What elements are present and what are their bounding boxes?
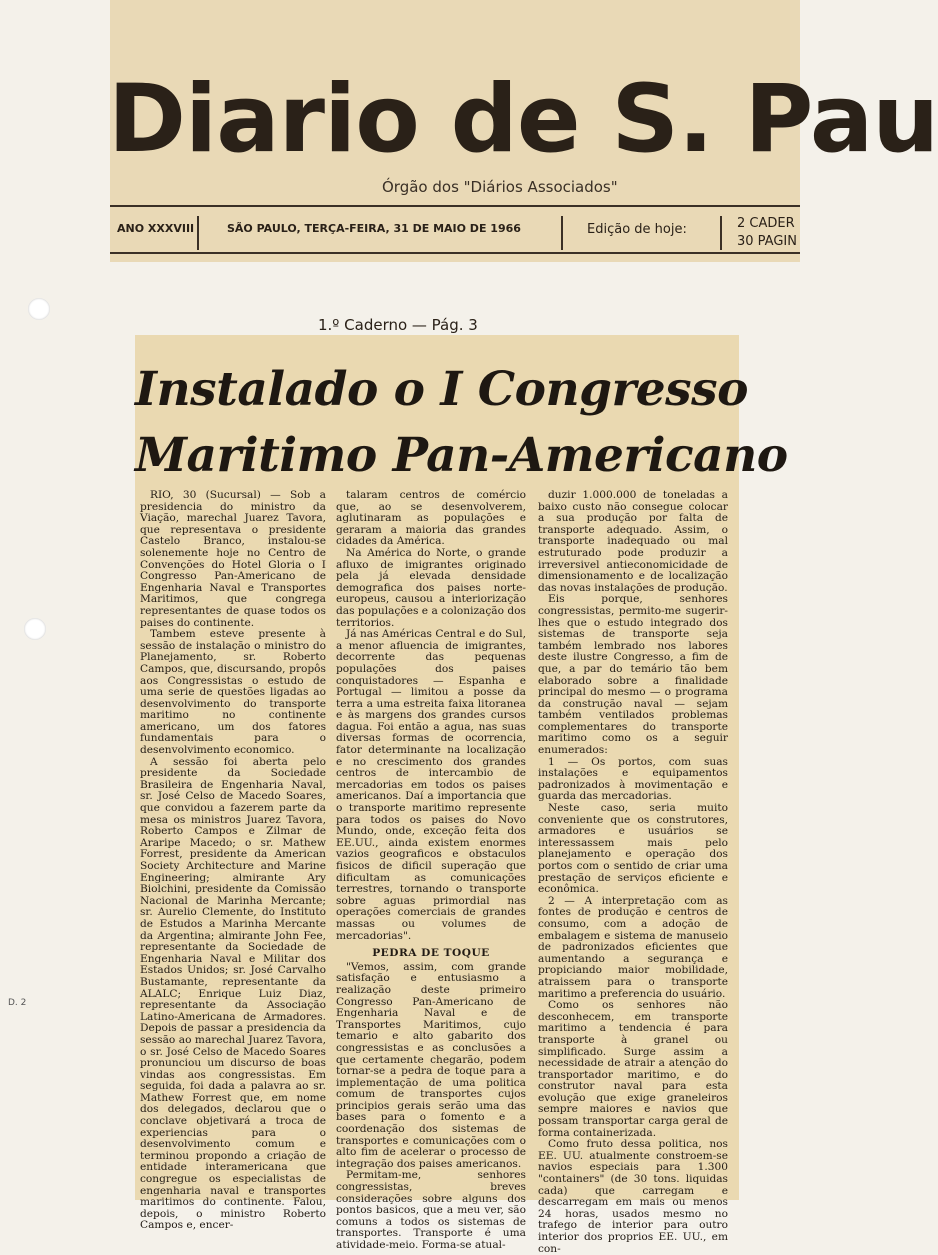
edition-line-2: 30 PAGIN: [737, 234, 797, 249]
paragraph: 2 — A interpretação com as fontes de produção e centros de consumo, com a adoção de embalagem e sistema de manuseio de padronizados eficientes que aumentando a segurança e propiciando maior mobilidade, atraissem para o transporte maritimo a preferencia do usuário.: [538, 894, 728, 1000]
paragraph: Na América do Norte, o grande afluxo de imigrantes originado pela já elevada densidade demografica dos paises norte-europeus, causou a interiorização das populações e a colonização dos territorios.: [336, 546, 526, 629]
paragraph: talaram centros de comércio que, ao se desenvolverem, aglutinaram as populações e geraram a maioria das grandes cidades da América.: [336, 489, 526, 548]
dateline-bar: [115, 214, 800, 252]
dateline-divider: [197, 216, 199, 250]
masthead-title: Diario de S. Pau: [108, 65, 938, 174]
paragraph: RIO, 30 (Sucursal) — Sob a presidencia do ministro da Viação, marechal Juarez Tavora, que representava o presidente Castelo Branco, instalou-se solenemente hoje no Centro de Convenções do Hotel Gloria o I Congresso Pan-Americano de Engenharia Naval e Transportes Maritimos, que congrega representantes de quase todos os paises do continente.: [140, 489, 326, 629]
binder-hole: [24, 618, 46, 640]
article-column-1: [140, 489, 326, 1232]
paragraph: Como os senhores não desconhecem, em transporte maritimo a tendencia é para transporte à granel ou simplificado. Surge assim a necessidade de atrair a atenção do transportador maritimo, e do construtor naval para esta evolução que exige graneleiros sempre maiores e navios que possam transportar carga geral de forma containerizada.: [538, 999, 728, 1139]
dateline-divider: [561, 216, 563, 250]
headline-line-2: Maritimo Pan-Americano: [135, 428, 788, 483]
article-column-2: [336, 489, 526, 1251]
paragraph: Como fruto dessa politica, nos EE. UU. atualmente constroem-se navios especiais para 1.300 "containers" (de 30 tons. liquidas cada) que carregam e descarregam em mais ou menos 24 horas, usados mesmo no trafego de interior para outro interior dos proprios EE. UU., em con-: [538, 1138, 728, 1255]
paragraph: duzir 1.000.000 de toneladas a baixo custo não consegue colocar a sua produção por falta de transporte adequado. Assim, o transporte inadequado ou mal estruturado pode produzir a irreversivel antieconomicidade de dimensionamento e de localização das novas instalações de produção.: [538, 489, 728, 594]
paragraph: Já nas Américas Central e do Sul, a menor afluencia de imigrantes, decorrente das pequenas populações dos paises conquistadores — Espanha e Portugal — limitou a posse da terra a uma estreita faixa litoranea e às margens dos grandes cursos dagua. Foi então a agua, nas suas diversas formas de ocorrencia, fator determinante na localização e no crescimento dos grandes centros de intercambio de mercadorias em todos os paises americanos. Daí a importancia que o transporte maritimo represente para todos os paises do Novo Mundo, onde, exceção feita dos EE.UU., ainda existem enormes vazios geograficos e obstaculos fisicos de dificil superação que dificultam as comunicações terrestres, tornando o transporte sobre aguas primordial nas operações comerciais de grandes massas ou volumes de mercadorias".: [336, 628, 526, 942]
paragraph: Tambem esteve presente à sessão de instalação o ministro do Planejamento, sr. Roberto Campos, que, discursando, propôs aos Congressistas o estudo de uma serie de questões ligadas ao desenvolvimento do transporte maritimo no continente americano, um dos fatores fundamentais para o desenvolvimento economico.: [140, 628, 326, 757]
dateline-text: SÃO PAULO, TERÇA-FEIRA, 31 DE MAIO DE 1966: [227, 222, 521, 235]
paragraph: 1 — Os portos, com suas instalações e equipamentos padronizados à movimentação e guarda das mercadorias.: [538, 755, 728, 803]
paragraph: Eis porque, senhores congressistas, permito-me sugerir-lhes que o estudo integrado dos sistemas de transporte seja também lembrado nos labores deste ilustre Congresso, a fim de que, a par do temário tão bem elaborado sobre a finalidade principal do mesmo — o programa da construção naval — sejam também ventilados problemas complementares do transporte maritimo como os a seguir enumerados:: [538, 593, 728, 757]
dateline-divider: [720, 216, 722, 250]
masthead-rule-top: [110, 205, 800, 207]
masthead-subtitle: Órgão dos "Diários Associados": [382, 178, 618, 196]
subheading: PEDRA DE TOQUE: [372, 947, 490, 960]
edition-line-1: 2 CADER: [737, 216, 795, 231]
year-label: ANO XXXVIII: [117, 222, 195, 235]
paragraph: A sessão foi aberta pelo presidente da Sociedade Brasileira de Engenharia Naval, sr. José Celso de Macedo Soares, que convidou a fazerem parte da mesa os ministros Juarez Tavora, Roberto Campos e Zilmar de Araripe Macedo; o sr. Mathew Forrest, presidente da American Society Architecture and Marine Engineering; almirante Ary Biolchini, presidente da Comissão Nacional de Marinha Mercante; sr. Aurelio Clemente, do Instituto de Estudos a Marinha Mercante da Argentina; almirante John Fee, representante da Sociedade de Engenharia Naval e Militar dos Estados Unidos; sr. José Carvalho Bustamante, representante da ALALC; Enrique Luiz Diaz, representante da Associação Latino-Americana de Armadores. Depois de passar a presidencia da sessão ao marechal Juarez Tavora, o sr. José Celso de Macedo Soares pronunciou um discurso de boas vindas aos congressistas. Em seguida, foi dada a palavra ao sr. Mathew Forrest que, em nome dos delegados, declarou que o conclave objetivará a troca de experiencias para o desenvolvimento comum e terminou propondo a criação de entidade interamericana que congregue os especialistas de engenharia naval e transportes maritimos do continente. Falou, depois, o ministro Roberto Campos e, encer-: [140, 755, 326, 1232]
paragraph: "Vemos, assim, com grande satisfação e entusiasmo a realização deste primeiro Congresso Pan-Americano de Engenharia Naval e de Transportes Maritimos, cujo temario e alto gabarito dos congressistas e as conclusões a que certamente chegarão, podem tornar-se a pedra de toque para a implementação de uma politica comum de transportes cujos principios gerais serão uma das bases para o fomento e a coordenação dos sistemas de transportes e comunicações com o alto fim de acelerar o processo de integração dos paises americanos.: [336, 960, 526, 1170]
paragraph: Permitam-me, senhores congressistas, breves considerações sobre alguns dos pontos basicos, que a meu ver, são comuns a todos os sistemas de transportes. Transporte é uma atividade-meio. Forma-se atual-: [336, 1169, 526, 1251]
binder-hole: [28, 298, 50, 320]
section-label: 1.º Caderno — Pág. 3: [318, 316, 478, 334]
side-mark: D. 2: [8, 998, 27, 1008]
paragraph: Neste caso, seria muito conveniente que os construtores, armadores e usuários se interessassem mais pelo planejamento e operação dos portos com o sentido de criar uma prestação de serviços eficiente e econômica.: [538, 802, 728, 896]
edition-label: Edição de hoje:: [587, 222, 687, 237]
article-column-3: [538, 489, 728, 1255]
masthead-rule-bottom: [110, 252, 800, 254]
headline-line-1: Instalado o I Congresso: [135, 362, 748, 417]
